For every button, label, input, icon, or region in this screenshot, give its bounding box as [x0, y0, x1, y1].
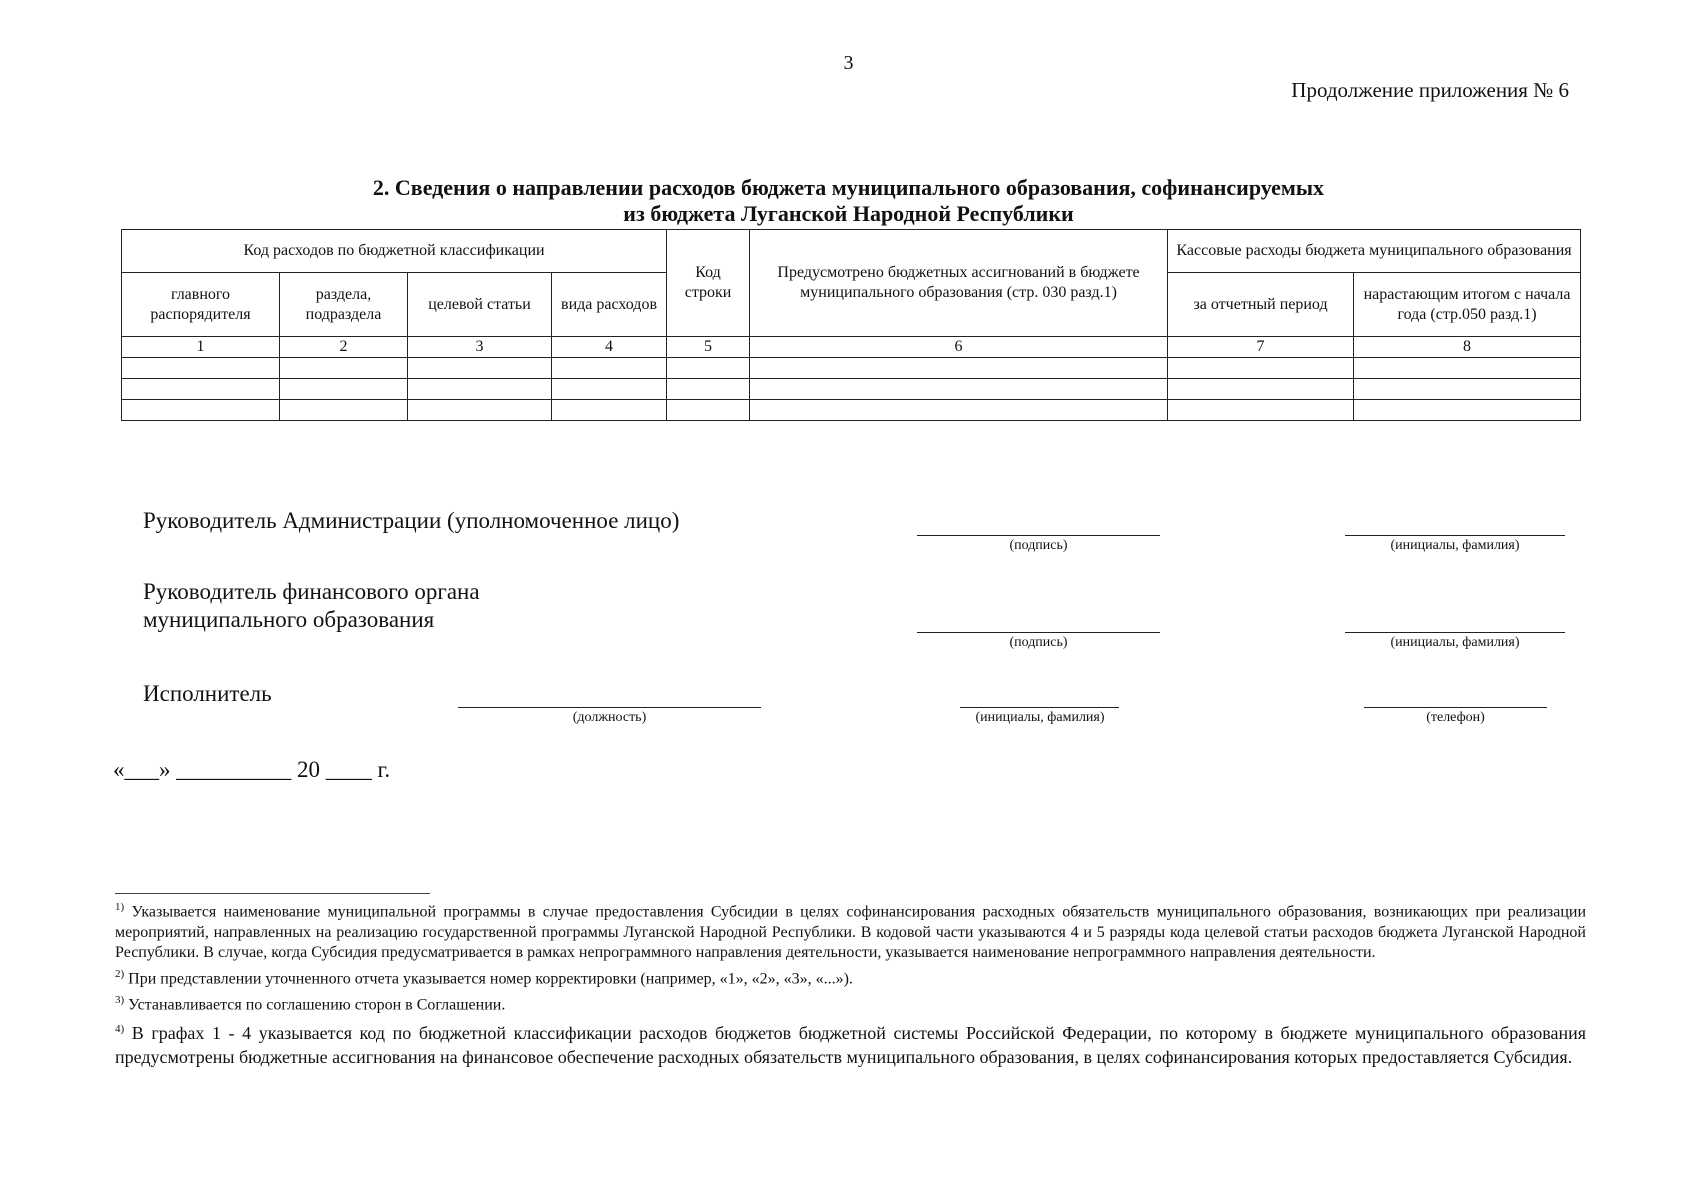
column-number: 5	[667, 337, 750, 358]
column-number: 6	[750, 337, 1168, 358]
table-cell[interactable]	[1354, 358, 1581, 379]
footnote-2	[115, 964, 1586, 990]
table-cell[interactable]	[280, 400, 408, 421]
table-row	[122, 358, 1581, 379]
head-finance-label-line-2: муниципального образования	[143, 607, 435, 632]
column-number: 3	[408, 337, 552, 358]
header-main-manager: главного распорядителя	[122, 273, 280, 337]
page-number: 3	[843, 52, 854, 74]
header-budget-code: Код расходов по бюджетной классификации	[122, 230, 667, 273]
table-cell[interactable]	[1168, 358, 1354, 379]
header-row-code: Код строки	[667, 230, 750, 337]
head-finance-initials-caption: (инициалы, фамилия)	[1390, 635, 1520, 650]
appendix-continuation: Продолжение приложения № 6	[1291, 78, 1569, 102]
table-row	[122, 379, 1581, 400]
table-cell[interactable]	[122, 400, 280, 421]
column-number: 8	[1354, 337, 1581, 358]
head-finance-signature-line[interactable]	[917, 632, 1160, 633]
table-cell[interactable]	[552, 379, 667, 400]
footnote-mark: 3)	[115, 993, 125, 1006]
footnotes	[115, 897, 1586, 1069]
header-cash-expenses: Кассовые расходы бюджета муниципального образования	[1168, 230, 1581, 273]
table-cell[interactable]	[122, 358, 280, 379]
table-cell[interactable]	[1168, 379, 1354, 400]
table-cell[interactable]	[280, 358, 408, 379]
section-title	[0, 175, 1697, 227]
header-section: раздела, подраздела	[280, 273, 408, 337]
executor-initials-caption: (инициалы, фамилия)	[975, 710, 1105, 725]
table-cell[interactable]	[280, 379, 408, 400]
header-target-item: целевой статьи	[408, 273, 552, 337]
table-cell[interactable]	[408, 379, 552, 400]
head-admin-initials-line[interactable]	[1345, 535, 1565, 536]
head-admin-label: Руководитель Администрации (уполномоченное лицо)	[143, 508, 680, 533]
table-cell[interactable]	[1354, 379, 1581, 400]
footnote-text: Указывается наименование муниципальной программы в случае предоставления Субсидии в целях софинансирования расходных обязательств муниципального образования, возникающих при реализации мероприятий, направленных на реализацию государственной программы Луганской Народной Республики. В кодовой части указываются 4 и 5 разряды кода целевой статьи расходов бюджета Луганской Народной Республики. В случае, когда Субсидия предусматривается в рамках непрограммного направления деятельности, указывается наименование непрограммного направления деятельности.	[115, 903, 1587, 962]
head-admin-initials-caption: (инициалы, фамилия)	[1390, 538, 1520, 553]
footnote-text: Устанавливается по соглашению сторон в Соглашении.	[128, 995, 506, 1013]
table-cell[interactable]	[408, 358, 552, 379]
header-reporting-period: за отчетный период	[1168, 273, 1354, 337]
footnote-1	[115, 897, 1586, 964]
executor-phone-line[interactable]	[1364, 707, 1547, 708]
footnote-mark: 4)	[115, 1023, 125, 1036]
footnote-mark: 1)	[115, 901, 125, 913]
table-cell[interactable]	[667, 400, 750, 421]
table-header-row-1	[122, 230, 1581, 273]
executor-initials-line[interactable]	[960, 707, 1119, 708]
head-finance-signature-caption: (подпись)	[1009, 635, 1068, 650]
executor-label: Исполнитель	[143, 681, 272, 706]
table-cell[interactable]	[1354, 400, 1581, 421]
table-cell[interactable]	[750, 400, 1168, 421]
footnote-text: В графах 1 - 4 указывается код по бюджетной классификации расходов бюджетов бюджетной системы Российской Федерации, по которому в бюджете муниципального образования предусмотрены бюджетные ассигнования на финансовое обеспечение расходных обязательств муниципального образования, в целях софинансирования которых предоставляется Субсидия.	[115, 1023, 1587, 1068]
header-allocated: Предусмотрено бюджетных ассигнований в бюджете муниципального образования (стр. 030 разд.1)	[750, 230, 1168, 337]
column-number: 2	[280, 337, 408, 358]
section-title-line-2: из бюджета Луганской Народной Республики	[623, 201, 1074, 226]
table-cell[interactable]	[667, 358, 750, 379]
executor-position-line[interactable]	[458, 707, 761, 708]
table-row	[122, 400, 1581, 421]
column-number: 1	[122, 337, 280, 358]
table-cell[interactable]	[122, 379, 280, 400]
head-finance-label-line-1: Руководитель финансового органа	[143, 579, 480, 604]
head-finance-initials-line[interactable]	[1345, 632, 1565, 633]
table-cell[interactable]	[408, 400, 552, 421]
header-expense-type: вида расходов	[552, 273, 667, 337]
expenses-table	[121, 229, 1581, 421]
table-cell[interactable]	[667, 379, 750, 400]
table-cell[interactable]	[1168, 400, 1354, 421]
column-number: 4	[552, 337, 667, 358]
footnote-3	[115, 990, 1586, 1016]
head-finance-label	[143, 578, 480, 634]
footnote-text: При представлении уточненного отчета указывается номер корректировки (например, «1», «2», «3», «...»).	[128, 970, 853, 988]
column-number-row	[122, 337, 1581, 358]
date-line: «___» __________ 20 ____ г.	[113, 757, 391, 782]
column-number: 7	[1168, 337, 1354, 358]
executor-position-caption: (должность)	[572, 710, 647, 725]
footnote-mark: 2)	[115, 967, 125, 980]
section-title-line-1: 2. Сведения о направлении расходов бюджета муниципального образования, софинансируемых	[372, 175, 1325, 200]
head-admin-signature-line[interactable]	[917, 535, 1160, 536]
footnote-4	[115, 1017, 1586, 1069]
table-cell[interactable]	[750, 379, 1168, 400]
table-cell[interactable]	[750, 358, 1168, 379]
table-cell[interactable]	[552, 400, 667, 421]
table-cell[interactable]	[552, 358, 667, 379]
head-admin-signature-caption: (подпись)	[1009, 538, 1068, 553]
footnote-separator	[115, 893, 430, 894]
executor-phone-caption: (телефон)	[1426, 710, 1485, 725]
header-cumulative: нарастающим итогом с начала года (стр.050 разд.1)	[1354, 273, 1581, 337]
